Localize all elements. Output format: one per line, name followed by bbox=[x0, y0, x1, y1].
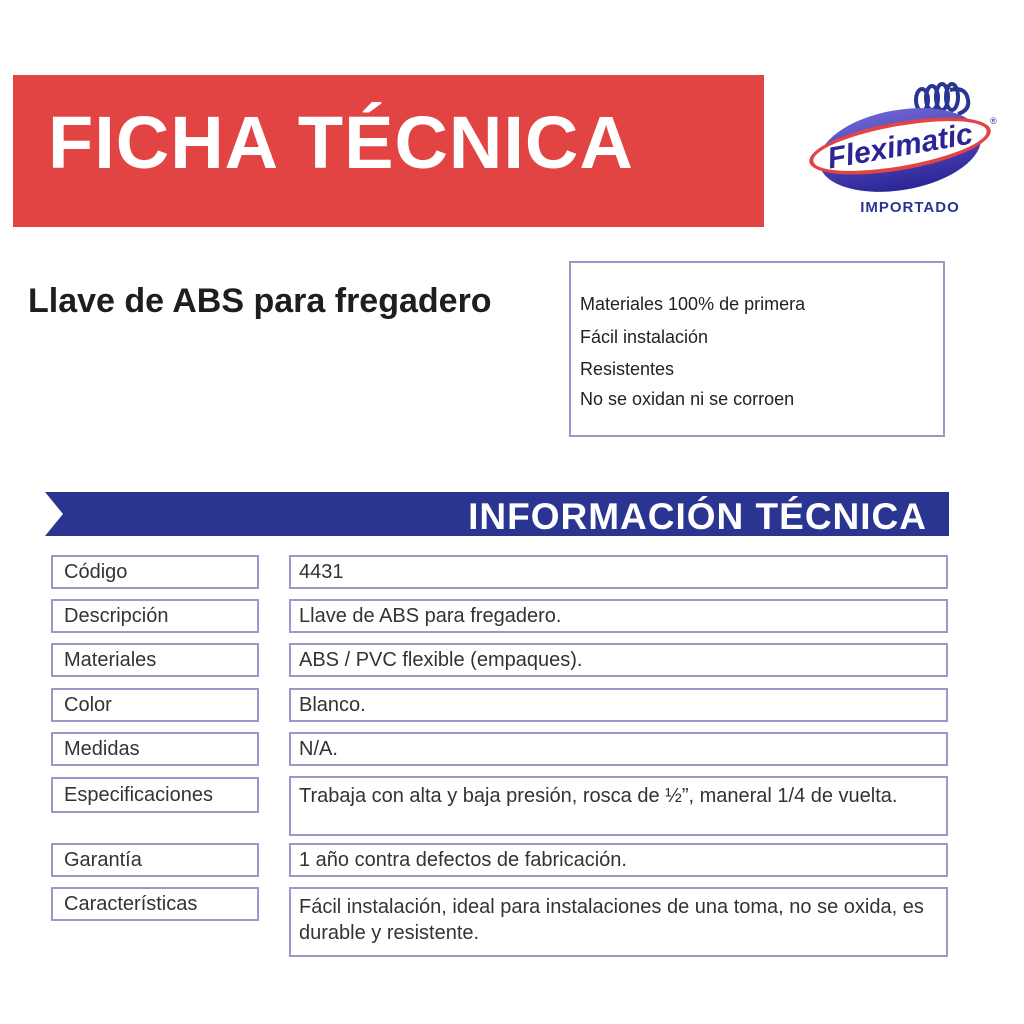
feature-item: Fácil instalación bbox=[580, 327, 709, 347]
logo-graphic bbox=[800, 80, 1000, 220]
row-value-codigo: 4431 bbox=[289, 555, 948, 589]
technical-info-header bbox=[45, 492, 949, 536]
feature-item: No se oxidan ni se corroen bbox=[580, 389, 795, 409]
logo-brand-text: Fleximatic bbox=[824, 117, 976, 176]
feature-item: Resistentes bbox=[580, 359, 675, 379]
feature-item: Materiales 100% de primera bbox=[580, 294, 806, 314]
row-label-medidas: Medidas bbox=[51, 732, 259, 766]
fleximatic-logo bbox=[800, 80, 1000, 220]
features-box bbox=[569, 261, 945, 437]
row-value-garantia: 1 año contra defectos de fabricación. bbox=[289, 843, 948, 877]
row-value-color: Blanco. bbox=[289, 688, 948, 722]
row-value-descripcion: Llave de ABS para fregadero. bbox=[289, 599, 948, 633]
row-value-medidas: N/A. bbox=[289, 732, 948, 766]
row-value-materiales: ABS / PVC flexible (empaques). bbox=[289, 643, 948, 677]
product-name: Llave de ABS para fregadero bbox=[28, 282, 492, 320]
row-value-especificaciones: Trabaja con alta y baja presión, rosca de ½”, maneral 1/4 de vuelta. bbox=[289, 776, 948, 836]
row-label-especificaciones: Especificaciones bbox=[51, 777, 259, 813]
row-label-caracteristicas: Características bbox=[51, 887, 259, 921]
registered-mark: ® bbox=[990, 116, 997, 126]
page-title: FICHA TÉCNICA bbox=[48, 101, 634, 184]
row-label-garantia: Garantía bbox=[51, 843, 259, 877]
row-label-materiales: Materiales bbox=[51, 643, 259, 677]
logo-subtitle: IMPORTADO bbox=[860, 199, 960, 216]
row-label-color: Color bbox=[51, 688, 259, 722]
row-label-descripcion: Descripción bbox=[51, 599, 259, 633]
technical-info-title: INFORMACIÓN TÉCNICA bbox=[468, 496, 927, 537]
row-label-codigo: Código bbox=[51, 555, 259, 589]
row-value-caracteristicas: Fácil instalación, ideal para instalaciones de una toma, no se oxida, es durable y resistente. bbox=[289, 887, 948, 957]
